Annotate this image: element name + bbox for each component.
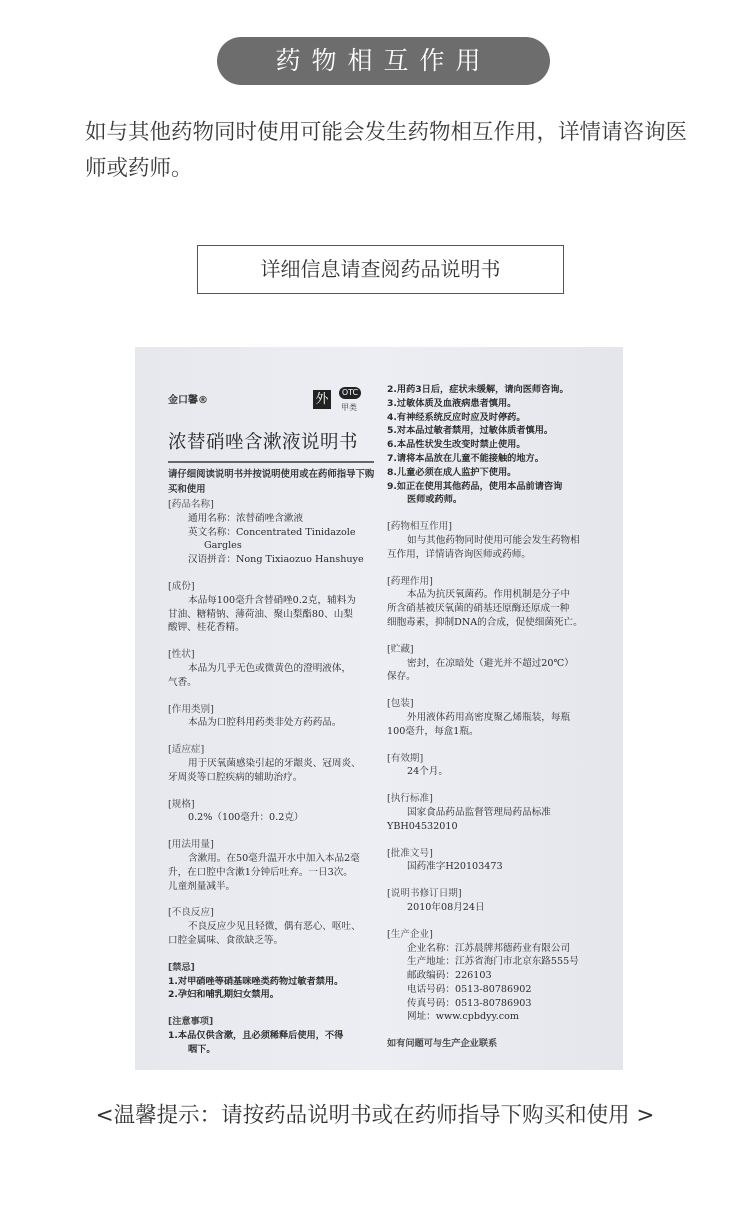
section-line: 3.过敏体质及血液病患者慎用。 xyxy=(387,397,517,409)
leaflet-right-column xyxy=(387,383,617,1064)
section-heading: [有效期] xyxy=(387,752,424,764)
section-line: 企业名称：江苏晨牌邦德药业有限公司 xyxy=(407,942,571,954)
view-leaflet-notice: 详细信息请查阅药品说明书 xyxy=(197,245,564,294)
section-line: 国药准字H20103473 xyxy=(407,861,503,873)
section-heading: [禁忌] xyxy=(168,961,195,973)
leaflet-section xyxy=(387,575,617,630)
section-line: 2010年08月24日 xyxy=(407,901,485,913)
section-heading: [批准文号] xyxy=(387,847,433,859)
section-line: 气香。 xyxy=(168,676,197,688)
section-title-pill: 药物相互作用 xyxy=(217,37,550,85)
section-line: 不良反应少见且轻微，偶有恶心、呕吐、 xyxy=(188,921,361,933)
section-line: 1.本品仅供含漱，且必须稀释后使用，不得 xyxy=(168,1029,344,1041)
leaflet-section xyxy=(168,1015,373,1056)
section-line: 7.请将本品放在儿童不能接触的地方。 xyxy=(387,452,544,464)
section-line: 外用液体药用高密度聚乙烯瓶装，每瓶 xyxy=(407,711,571,723)
section-heading: [生产企业] xyxy=(387,928,433,940)
section-line: 邮政编码：226103 xyxy=(407,970,492,982)
leaflet-section xyxy=(168,961,373,1002)
section-heading: [适应症] xyxy=(168,744,205,756)
section-heading: [用法用量] xyxy=(168,839,214,851)
leaflet-left-column xyxy=(168,498,373,1070)
section-heading: [包装] xyxy=(387,698,414,710)
section-line: 8.儿童必须在成人监护下使用。 xyxy=(387,466,517,478)
leaflet-section xyxy=(168,703,373,731)
section-line: 1.对甲硝唑等硝基咪唑类药物过敏者禁用。 xyxy=(168,975,344,987)
section-line: 4.有神经系统反应时应及时停药。 xyxy=(387,411,526,423)
section-line: 2.用药3日后，症状未缓解，请向医师咨询。 xyxy=(387,384,569,395)
section-line: 网址：www.cpbdyy.com xyxy=(407,1011,519,1023)
section-line: 生产地址：江苏省海门市北京东路555号 xyxy=(407,956,579,968)
section-line: 如与其他药物同时使用可能会发生药物相 xyxy=(407,534,580,546)
title-divider xyxy=(168,461,374,463)
section-line: 细胞毒素，抑制DNA的合成，促使细菌死亡。 xyxy=(387,616,583,628)
section-line: 0.2%（100毫升：0.2克） xyxy=(188,812,304,824)
leaflet-section xyxy=(387,520,617,561)
section-line: 本品为几乎无色或微黄色的澄明液体， xyxy=(188,662,352,674)
leaflet-section xyxy=(168,648,373,689)
section-heading: [不良反应] xyxy=(168,907,214,919)
section-line: Gargles xyxy=(204,540,242,552)
leaflet-section xyxy=(387,752,617,780)
leaflet-section xyxy=(168,498,373,567)
leaflet-section xyxy=(387,697,617,738)
leaflet-section xyxy=(168,743,373,784)
section-line: 英文名称：Concentrated Tinidazole xyxy=(188,526,356,538)
leaflet-title: 浓替硝唑含漱液说明书 xyxy=(168,432,359,453)
leaflet-section xyxy=(387,643,617,684)
leaflet-image xyxy=(135,347,623,1070)
section-heading: [药理作用] xyxy=(387,575,433,587)
section-line: 用于厌氧菌感染引起的牙龈炎、冠周炎、 xyxy=(188,757,361,769)
leaflet-section xyxy=(387,1037,617,1051)
section-line: 升，在口腔中含漱1分钟后吐弃。一日3次。 xyxy=(168,866,353,878)
otc-badge: OTC xyxy=(339,387,361,399)
section-line: 酸钾、桂花香精。 xyxy=(168,622,245,634)
brand-logo: 金口馨® xyxy=(168,395,208,406)
section-heading: [性状] xyxy=(168,649,195,661)
otc-class: 甲类 xyxy=(341,403,357,412)
leaflet-section xyxy=(168,838,373,893)
section-line: 本品为口腔科用药类非处方药药品。 xyxy=(188,717,342,729)
section-line: 电话号码：0513-80786902 xyxy=(407,983,532,995)
section-line: 国家食品药品监督管理局药品标准 xyxy=(407,806,551,818)
section-line: 汉语拼音：Nong Tixiaozuo Hanshuye xyxy=(188,554,364,566)
leaflet-section xyxy=(168,798,373,826)
leaflet-subtitle: 请仔细阅读说明书并按说明使用或在药师指导下购买和使用 xyxy=(168,469,375,495)
section-heading: [注意事项] xyxy=(168,1016,214,1028)
section-heading: [规格] xyxy=(168,798,195,810)
section-line: 24个月。 xyxy=(407,766,448,778)
section-line: 互作用，详情请咨询医师或药师。 xyxy=(387,548,531,560)
section-line: 甘油、糖精钠、薄荷油、聚山梨酯80、山梨 xyxy=(168,608,353,620)
section-line: 咽下。 xyxy=(188,1043,216,1055)
leaflet-section xyxy=(387,887,617,915)
section-line: 9.如正在使用其他药品，使用本品前请咨询 xyxy=(387,480,563,492)
section-line: 所含硝基被厌氧菌的硝基还原酶还原成一种 xyxy=(387,603,570,615)
leaflet-section xyxy=(387,847,617,875)
section-line: 6.本品性状发生改变时禁止使用。 xyxy=(387,439,526,451)
section-heading: [执行标准] xyxy=(387,793,433,805)
section-line: 传真号码：0513-80786903 xyxy=(407,997,532,1009)
section-heading: [贮藏] xyxy=(387,643,414,655)
section-line: 本品每100毫升含替硝唑0.2克，辅料为 xyxy=(188,594,356,606)
section-line: 密封，在凉暗处（避光并不超过20℃） xyxy=(407,657,574,669)
external-use-mark: 外 xyxy=(313,390,331,409)
section-line: 含漱用。在50毫升温开水中加入本品2毫 xyxy=(188,852,360,864)
section-heading: 如有问题可与生产企业联系 xyxy=(387,1038,498,1050)
footer-tip: <温馨提示：请按药品说明书或在药师指导下购买和使用 > xyxy=(95,1103,655,1128)
section-line: 口腔金属味、食欲缺乏等。 xyxy=(168,934,284,946)
section-heading: [说明书修订日期] xyxy=(387,888,462,900)
section-heading: [药物相互作用] xyxy=(387,521,453,533)
section-heading: [作用类别] xyxy=(168,703,214,715)
section-heading: [药品名称] xyxy=(168,499,214,510)
section-line: 2.孕妇和哺乳期妇女禁用。 xyxy=(168,989,279,1001)
section-line: 通用名称：浓替硝唑含漱液 xyxy=(188,512,304,524)
leaflet-section xyxy=(168,906,373,947)
leaflet-section xyxy=(387,383,617,507)
section-line: 儿童剂量减半。 xyxy=(168,880,236,892)
section-line: 100毫升，每盒1瓶。 xyxy=(387,725,479,737)
interaction-description: 如与其他药物同时使用可能会发生药物相互作用，详情请咨询医师或药师。 xyxy=(85,120,688,181)
section-line: 牙周炎等口腔疾病的辅助治疗。 xyxy=(168,771,303,783)
section-heading: [成份] xyxy=(168,580,195,592)
leaflet-section xyxy=(387,928,617,1025)
section-line: 医师或药师。 xyxy=(407,494,463,506)
section-line: 5.对本品过敏者禁用，过敏体质者慎用。 xyxy=(387,425,554,437)
section-line: 本品为抗厌氧菌药。作用机制是分子中 xyxy=(407,589,571,601)
section-line: 保存。 xyxy=(387,671,416,683)
section-line: YBH04532010 xyxy=(387,820,458,832)
leaflet-section xyxy=(168,580,373,635)
leaflet-section xyxy=(387,792,617,833)
